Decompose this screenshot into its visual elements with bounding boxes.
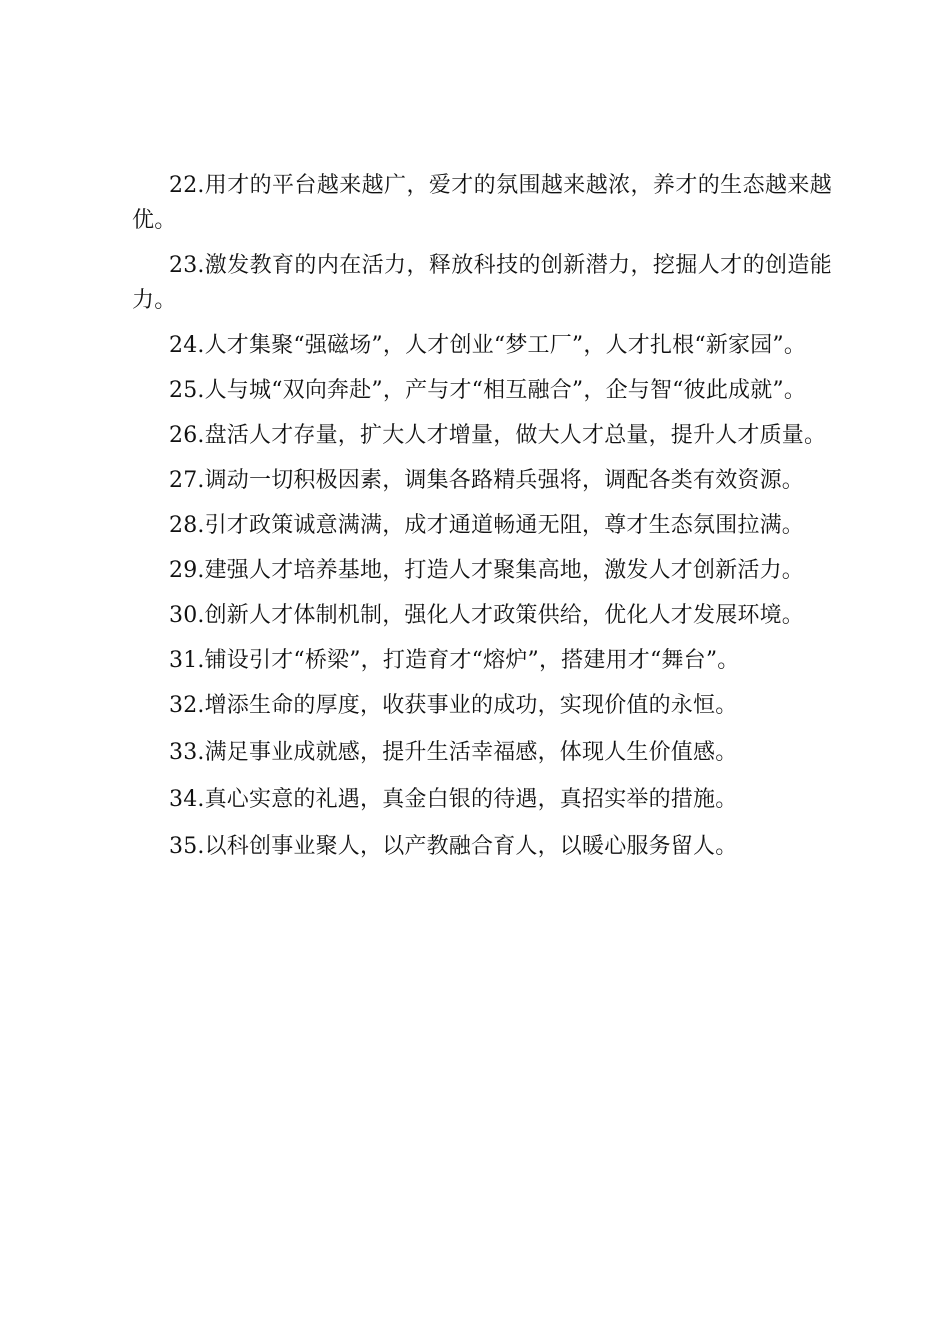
paragraph-27: 27.调动一切积极因素，调集各路精兵强将，调配各类有效资源。 <box>169 468 804 493</box>
paragraph-31: 31.铺设引才“桥梁”，打造育才“熔炉”，搭建用才“舞台”。 <box>169 648 740 673</box>
paragraph-26: 26.盘活人才存量，扩大人才增量，做大人才总量，提升人才质量。 <box>169 423 827 448</box>
paragraph-33: 33.满足事业成就感，提升生活幸福感，体现人生价值感。 <box>169 740 738 765</box>
paragraph-34: 34.真心实意的礼遇，真金白银的待遇，真招实举的措施。 <box>169 787 738 812</box>
paragraph-28: 28.引才政策诚意满满，成才通道畅通无阻，尊才生态氛围拉满。 <box>169 513 804 538</box>
paragraph-24: 24.人才集聚“强磁场”，人才创业“梦工厂”，人才扎根“新家园”。 <box>169 333 807 358</box>
paragraph-23: 23.激发教育的内在活力，释放科技的创新潜力，挖掘人才的创造能力。 <box>132 253 832 313</box>
document-page <box>132 168 832 876</box>
paragraph-25: 25.人与城“双向奔赴”，产与才“相互融合”，企与智“彼此成就”。 <box>169 378 807 403</box>
paragraph-29: 29.建强人才培养基地，打造人才聚集高地，激发人才创新活力。 <box>169 558 804 583</box>
paragraph-30: 30.创新人才体制机制，强化人才政策供给，优化人才发展环境。 <box>169 603 804 628</box>
paragraph-22: 22.用才的平台越来越广，爱才的氛围越来越浓，养才的生态越来越优。 <box>132 173 832 233</box>
paragraph-35: 35.以科创事业聚人，以产教融合育人，以暖心服务留人。 <box>169 834 738 859</box>
paragraph-32: 32.增添生命的厚度，收获事业的成功，实现价值的永恒。 <box>169 693 738 718</box>
